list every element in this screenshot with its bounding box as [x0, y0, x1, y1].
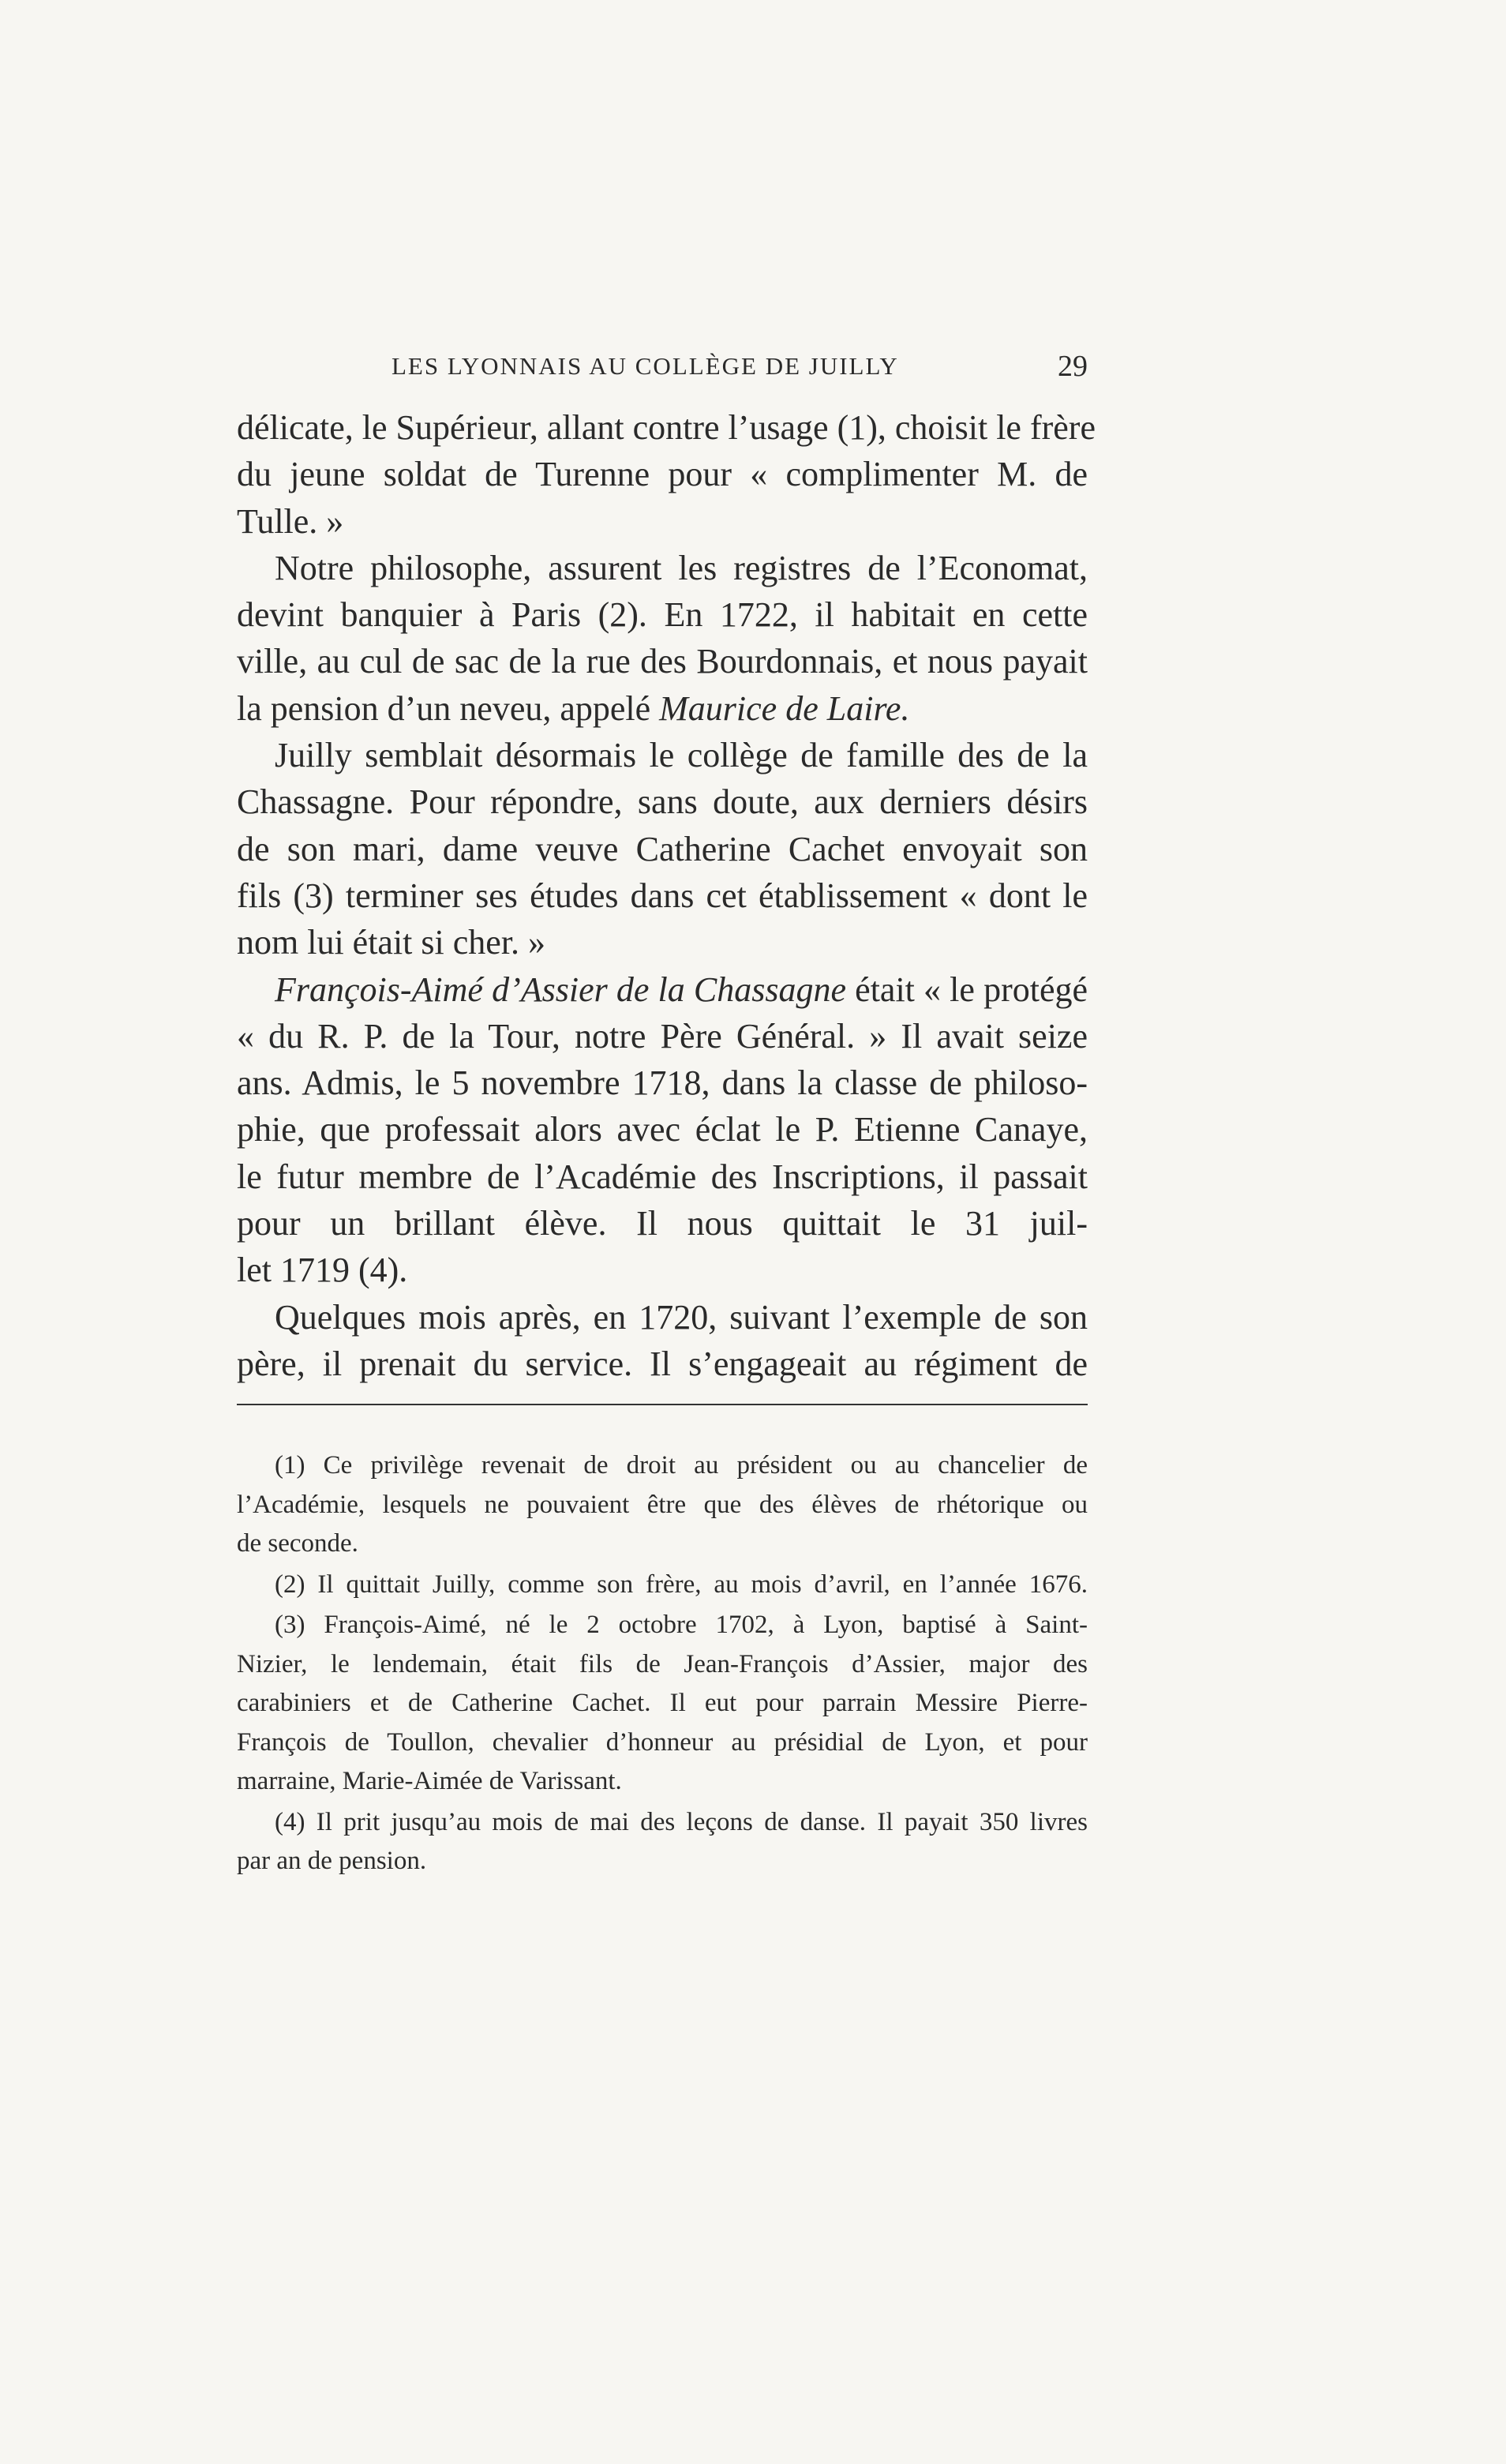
text-line: nom lui était si cher. »	[237, 923, 546, 962]
text-line: ville, au cul de sac de la rue des Bourdonnais, et nous payait	[237, 642, 1088, 681]
text-segment: était « le protégé	[855, 969, 1088, 1009]
text-line	[237, 685, 1088, 732]
text-line: pour un brillant élève. Il nous quittait le 31 juil-	[237, 1204, 1088, 1243]
footnote-line: François de Toullon, chevalier d’honneur au présidial de Lyon, et pour	[237, 1727, 1088, 1757]
footnote-line: carabiniers et de Catherine Cachet. Il eut pour parrain Messire Pierre-	[237, 1689, 1088, 1717]
footnote-line: (4) Il prit jusqu’au mois de mai des leçons de danse. Il payait 350 livres	[275, 1807, 1088, 1836]
text-line	[237, 966, 1088, 1013]
text-line: le futur membre de l’Académie des Inscriptions, il passait	[237, 1157, 1088, 1196]
text-segment: la pension d’un neveu, appelé	[237, 688, 651, 728]
text-line: Juilly semblait désormais le collège de famille des de la	[275, 736, 1088, 775]
text-line: « du R. P. de la Tour, notre Père Général. » Il avait seize	[237, 1016, 1088, 1056]
footnote-line: de seconde.	[237, 1529, 358, 1558]
text-line: du jeune soldat de Turenne pour « complimenter M. de	[237, 455, 1088, 494]
footnote-line: (1) Ce privilège revenait de droit au président ou au chancelier de	[275, 1451, 1088, 1480]
footnote-line: Nizier, le lendemain, était fils de Jean-François d’Assier, major des	[237, 1649, 1088, 1678]
text-line: phie, que professait alors avec éclat le P. Etienne Canaye,	[237, 1110, 1088, 1149]
text-line: let 1719 (4).	[237, 1251, 408, 1290]
text-line: devint banquier à Paris (2). En 1722, il habitait en cette	[237, 595, 1088, 635]
footnote-divider	[237, 1404, 1088, 1405]
text-line: ans. Admis, le 5 novembre 1718, dans la classe de philoso-	[237, 1063, 1088, 1103]
body-text	[237, 404, 1096, 1387]
text-line: Quelques mois après, en 1720, suivant l’exemple de son	[275, 1297, 1088, 1337]
running-title: LES LYONNAIS AU COLLÈGE DE JUILLY	[391, 352, 899, 380]
footnote-line: (2) Il quittait Juilly, comme son frère, au mois d’avril, en l’année 1676.	[275, 1570, 1088, 1599]
footnote-line: (3) François-Aimé, né le 2 octobre 1702, à Lyon, baptisé à Saint-	[275, 1611, 1088, 1639]
italic-name: François-Aimé d’Assier de la Chassagne	[275, 969, 847, 1009]
text-line: de son mari, dame veuve Catherine Cachet envoyait son	[237, 829, 1088, 868]
footnotes	[237, 1446, 1088, 1881]
text-line: Chassagne. Pour répondre, sans doute, aux derniers désirs	[237, 782, 1088, 822]
text-line: fils (3) terminer ses études dans cet établissement « dont le	[237, 876, 1088, 915]
footnote-line: l’Académie, lesquels ne pouvaient être que des élèves de rhétorique ou	[237, 1490, 1088, 1519]
text-line: délicate, le Supérieur, allant contre l’usage (1), choisit le frère	[237, 408, 1096, 447]
page-number: 29	[1058, 350, 1088, 383]
footnote-line: marraine, Marie-Aimée de Varissant.	[237, 1767, 622, 1795]
text-line: père, il prenait du service. Il s’engageait au régiment de	[237, 1344, 1088, 1383]
italic-name: Maurice de Laire.	[659, 688, 910, 728]
text-line: Tulle. »	[237, 501, 344, 541]
footnote-line: par an de pension.	[237, 1847, 427, 1875]
text-line: Notre philosophe, assurent les registres de l’Economat,	[275, 548, 1088, 587]
running-head	[237, 347, 1088, 385]
